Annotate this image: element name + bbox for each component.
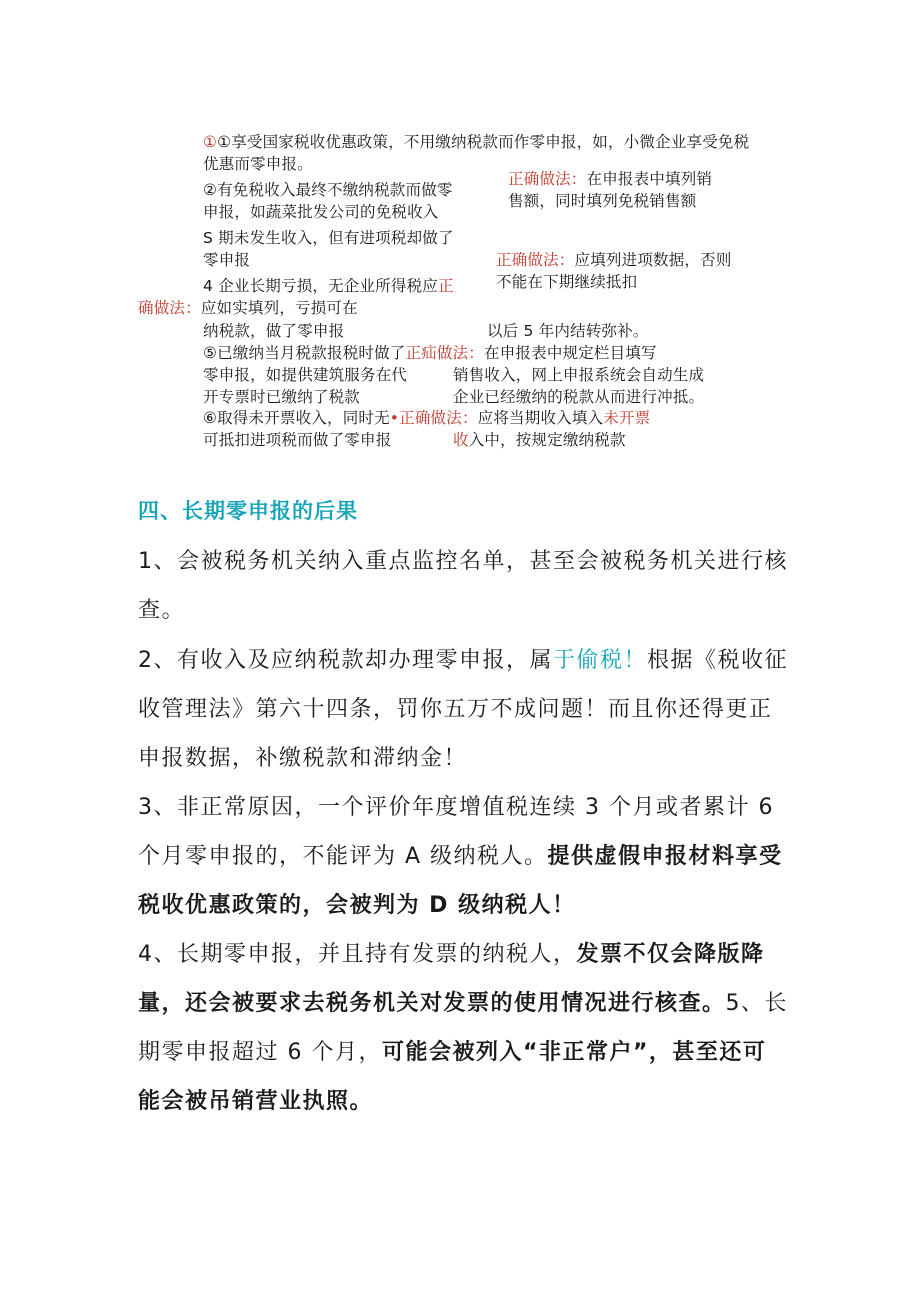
row4-right-line3: 以后 5 年内结转弥补。: [487, 322, 649, 340]
row3-left-line2: 零申报: [203, 251, 251, 269]
para4-line3: 期零申报超过 6 个月，可能会被列入“非正常户”，甚至还可: [138, 1040, 767, 1065]
para3-line3: 税收优惠政策的，会被判为 D 级纳税人！: [138, 893, 576, 918]
para2-line2: 收管理法》第六十四条，罚你五万不成问题！而且你还得更正: [138, 697, 773, 722]
para1-line1: 1、会被税务机关纳入重点监控名单，甚至会被税务机关进行核: [138, 549, 788, 574]
row2-right-line2: 售额，同时填列免税销售额: [508, 192, 697, 210]
para4-line1: 4、长期零申报，并且持有发票的纳税人，发票不仅会降版降: [138, 942, 765, 967]
section-heading: 四、长期零申报的后果: [138, 499, 358, 523]
row2-left-line1: ②有免税收入最终不缴纳税款而做零: [203, 181, 453, 199]
row3-right-line2: 不能在下期继续抵扣: [496, 273, 638, 291]
para4-line4: 能会被吊销营业执照。: [138, 1089, 374, 1114]
row2-right-line1: 正确做法：在申报表中填列销: [508, 170, 713, 188]
row3-left-line1: S 期未发生收入，但有进项税却做了: [203, 229, 454, 247]
row5-right-line2: 销售收入，网上申报系统会自动生成: [453, 366, 705, 384]
para1-line2: 查。: [138, 598, 186, 623]
row5-right-line3: 企业已经缴纳的税款从而进行冲抵。: [453, 388, 705, 406]
para2-line1: 2、有收入及应纳税款却办理零申报，属于偷税！根据《税收征: [138, 648, 789, 673]
para3-line1: 3、非正常原因，一个评价年度增值税连续 3 个月或者累计 6: [138, 795, 774, 820]
row6-right-line2: 收入中，按规定缴纳税款: [453, 431, 626, 449]
row1-line2: 优惠而零申报。: [203, 155, 313, 173]
row4-left-line1: 4 企业长期亏损，无企业所得税应正: [203, 277, 454, 295]
row6-line1: ⑥取得未开票收入，同时无•正确做法：应将当期收入填入未开票: [203, 409, 651, 427]
row4-left-line2: 确做法：应如实填列，亏损可在: [138, 299, 358, 317]
row4-left-line3: 纳税款，做了零申报: [203, 322, 345, 340]
row2-left-line2: 申报，如蔬菜批发公司的免税收入: [203, 203, 439, 221]
para3-line2: 个月零申报的，不能评为 A 级纳税人。提供虚假申报材料享受: [138, 844, 783, 869]
row3-right-line1: 正确做法：应填列进项数据，否则: [496, 251, 732, 269]
row5-left-line3: 开专票时已缴纳了税款: [203, 388, 361, 406]
para4-line2: 量，还会被要求去税务机关对发票的使用情况进行核查。5、长: [138, 991, 789, 1016]
para2-line3: 申报数据，补缴税款和滞纳金！: [138, 746, 468, 771]
row5-left-line1: ⑤已缴纳当月税款报税时做了正疝做法：在申报表中规定栏目填写: [203, 344, 657, 362]
row5-left-line2: 零申报，如提供建筑服务在代: [203, 366, 408, 384]
row1-line1: ①①享受国家税收优惠政策，不用缴纳税款而作零申报，如，小微企业享受免税: [203, 133, 750, 151]
row6-left-line2: 可抵扣进项税而做了零申报: [203, 431, 392, 449]
